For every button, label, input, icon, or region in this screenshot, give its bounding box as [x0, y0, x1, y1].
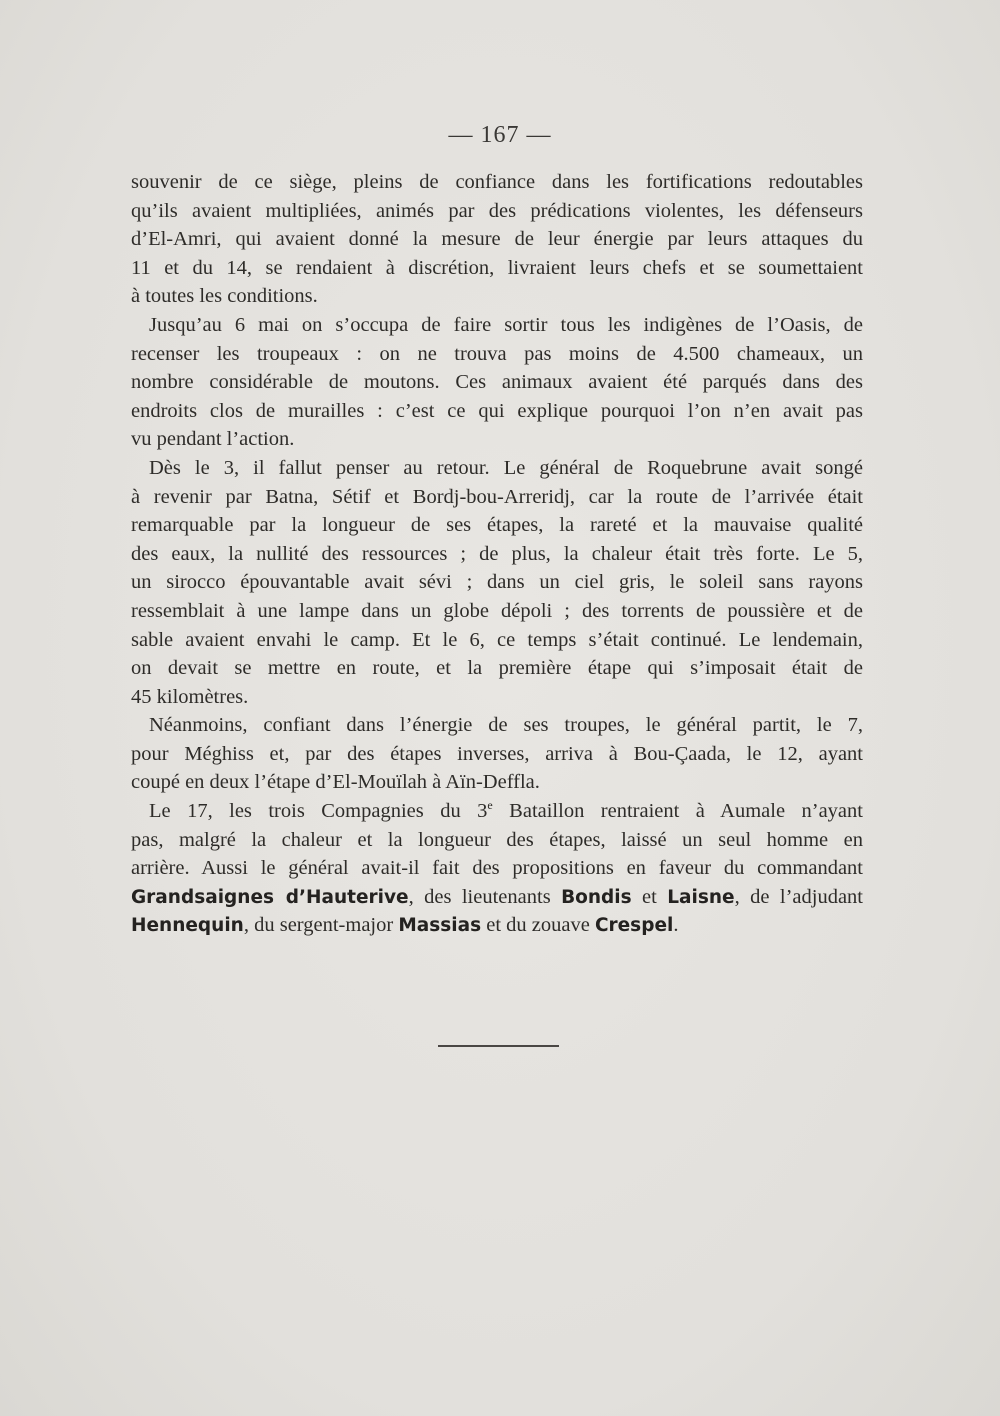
- person-name: Laisne: [667, 886, 735, 908]
- text-line: nombre considérable de moutons. Ces animaux avaient été parqués dans des: [131, 371, 863, 394]
- text-fragment: , du sergent-major: [243, 914, 399, 937]
- text-fragment: .: [673, 914, 679, 937]
- text-line: d’El-Amri, qui avaient donné la mesure de leur énergie par leurs attaques du: [131, 228, 863, 251]
- text-fragment: Bataillon rentraient à Aumale n’ayant: [492, 800, 863, 823]
- text-line: ressemblait à une lampe dans un globe dépoli ; des torrents de poussière et de: [131, 599, 863, 622]
- text-fragment: et: [631, 885, 668, 908]
- text-line: arrière. Aussi le général avait-il fait des propositions en faveur du commandant: [131, 857, 863, 880]
- text-line: recenser les troupeaux : on ne trouva pas moins de 4.500 chameaux, un: [131, 342, 863, 365]
- text-line: un sirocco épouvantable avait sévi ; dans un ciel gris, le soleil sans rayons: [131, 571, 863, 594]
- text-line: pas, malgré la chaleur et la longueur des étapes, laissé un seul homme en: [131, 828, 863, 851]
- section-end-rule: [438, 1045, 559, 1047]
- text-line: [131, 797, 863, 826]
- text-line: sable avaient envahi le camp. Et le 6, ce temps s’était continué. Le lendemain,: [131, 628, 863, 651]
- text-line: 11 et du 14, se rendaient à discrétion, livraient leurs chefs et se soumettaient: [131, 256, 863, 279]
- superscript: e: [487, 798, 493, 813]
- page-number: — 167 —: [448, 122, 552, 148]
- text-line: Néanmoins, confiant dans l’énergie de ses troupes, le général partit, le 7,: [149, 714, 863, 737]
- text-line: [131, 911, 863, 940]
- paragraph: [131, 311, 863, 454]
- text-line: souvenir de ce siège, pleins de confiance dans les fortifications redoutables: [131, 171, 863, 193]
- text-fragment: Le 17, les trois Compagnies du 3: [149, 800, 488, 823]
- text-fragment: , des lieutenants: [408, 885, 562, 908]
- text-line: à toutes les conditions.: [131, 285, 318, 308]
- text-line: coupé en deux l’étape d’El-Mouïlah à Aïn-Deffla.: [131, 771, 540, 794]
- text-line: [131, 883, 863, 912]
- text-fragment: et du zouave: [481, 914, 595, 937]
- text-line: remarquable par la longueur de ses étapes, la rareté et la mauvaise qualité: [131, 514, 863, 537]
- final-paragraph: [131, 797, 863, 940]
- text-line: Dès le 3, il fallut penser au retour. Le général de Roquebrune avait songé: [149, 456, 863, 479]
- person-name: Massias: [398, 915, 482, 937]
- text-line: qu’ils avaient multipliées, animés par des prédications violentes, les défenseurs: [131, 199, 863, 222]
- text-line: endroits clos de murailles : c’est ce qui explique pourquoi l’on n’en avait pas: [131, 399, 863, 422]
- paragraphs: [131, 168, 863, 797]
- person-name: Hennequin: [131, 915, 244, 937]
- text-fragment: , de l’adjudant: [734, 885, 863, 908]
- person-name: Bondis: [561, 886, 632, 908]
- paragraph: [131, 711, 863, 797]
- paragraph: [131, 454, 863, 711]
- body-text: [131, 168, 863, 940]
- paragraph: [131, 168, 863, 311]
- text-line: à revenir par Batna, Sétif et Bordj-bou-Arreridj, car la route de l’arrivée était: [131, 485, 863, 508]
- text-line: vu pendant l’action.: [131, 428, 295, 451]
- text-line: pour Méghiss et, par des étapes inverses, arriva à Bou-Çaada, le 12, ayant: [131, 742, 863, 765]
- text-line: on devait se mettre en route, et la première étape qui s’imposait était de: [131, 657, 863, 680]
- text-line: 45 kilomètres.: [131, 685, 249, 708]
- person-name: Crespel: [594, 915, 674, 937]
- person-name: Grandsaignes d’Hauterive: [131, 886, 409, 908]
- text-line: des eaux, la nullité des ressources ; de plus, la chaleur était très forte. Le 5,: [131, 542, 863, 565]
- text-line: Jusqu’au 6 mai on s’occupa de faire sortir tous les indigènes de l’Oasis, de: [149, 313, 863, 336]
